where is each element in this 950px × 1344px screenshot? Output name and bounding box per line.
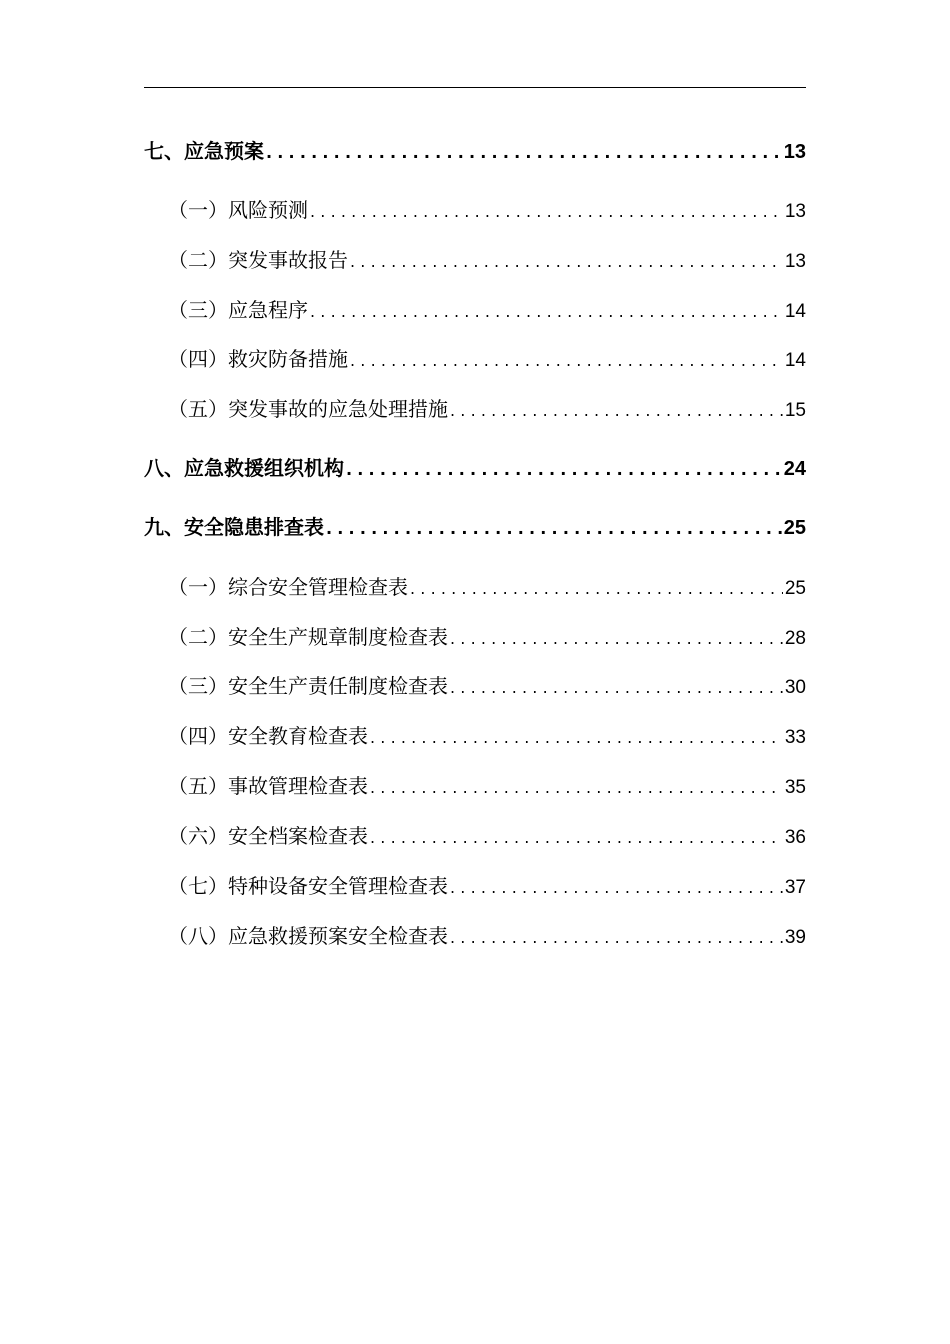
toc-dot-leader xyxy=(266,138,782,168)
toc-entry-title: （六）安全档案检查表 xyxy=(168,824,368,848)
toc-entry-9-8[interactable] xyxy=(168,921,806,951)
toc-entry-title: （三）应急程序 xyxy=(168,298,308,322)
toc-entry-title: （四）救灾防备措施 xyxy=(168,347,348,371)
toc-dot-leader xyxy=(350,247,783,277)
toc-entry-page: 13 xyxy=(783,141,806,163)
toc-entry-title: （五）事故管理检查表 xyxy=(168,774,368,798)
toc-entry-7-5[interactable] xyxy=(168,394,806,424)
toc-entry-page: 30 xyxy=(784,677,806,698)
toc-dot-leader xyxy=(346,455,782,485)
toc-entry-9-1[interactable] xyxy=(168,572,806,602)
toc-dot-leader xyxy=(370,773,783,803)
toc-entry-7-1[interactable] xyxy=(168,195,806,225)
toc-entry-7-2[interactable] xyxy=(168,245,806,275)
toc-dot-leader xyxy=(326,514,782,544)
toc-entry-page: 14 xyxy=(784,350,806,371)
toc-entry-title: （七）特种设备安全管理检查表 xyxy=(168,874,448,898)
toc-entry-title: （三）安全生产责任制度检查表 xyxy=(168,674,448,698)
toc-entry-page: 25 xyxy=(784,578,806,599)
toc-entry-9-3[interactable] xyxy=(168,671,806,701)
toc-entry-title: （五）突发事故的应急处理措施 xyxy=(168,397,448,421)
toc-dot-leader xyxy=(450,396,783,426)
toc-entry-title: （八）应急救援预案安全检查表 xyxy=(168,924,448,948)
toc-dot-leader xyxy=(370,823,783,853)
toc-entry-title: （四）安全教育检查表 xyxy=(168,724,368,748)
toc-dot-leader xyxy=(450,673,783,703)
toc-entry-7-4[interactable] xyxy=(168,344,806,374)
toc-dot-leader xyxy=(450,873,783,903)
toc-entry-page: 25 xyxy=(783,517,806,539)
toc-entry-page: 15 xyxy=(784,400,806,421)
toc-entry-title: 八、应急救援组织机构 xyxy=(144,456,344,480)
toc-entry-page: 14 xyxy=(784,301,806,322)
toc-entry-page: 36 xyxy=(784,827,806,848)
toc-dot-leader xyxy=(350,346,783,376)
toc-entry-title: （二）安全生产规章制度检查表 xyxy=(168,625,448,649)
toc-entry-title: （一）风险预测 xyxy=(168,198,308,222)
toc-entry-page: 13 xyxy=(784,201,806,222)
toc-entry-9-5[interactable] xyxy=(168,771,806,801)
toc-entry-page: 13 xyxy=(784,251,806,272)
toc-entry-page: 35 xyxy=(784,777,806,798)
toc-entry-title: 七、应急预案 xyxy=(144,139,264,163)
toc-entry-page: 28 xyxy=(784,628,806,649)
toc-entry-page: 37 xyxy=(784,877,806,898)
toc-dot-leader xyxy=(310,297,783,327)
toc-entry-title: （一）综合安全管理检查表 xyxy=(168,575,408,599)
toc-entry-page: 33 xyxy=(784,727,806,748)
toc-entry-7-3[interactable] xyxy=(168,295,806,325)
toc-entry-9-4[interactable] xyxy=(168,721,806,751)
toc-entry-9-2[interactable] xyxy=(168,622,806,652)
toc-entry-9-6[interactable] xyxy=(168,821,806,851)
toc-entry-section-9[interactable] xyxy=(144,512,806,542)
toc-entry-title: 九、安全隐患排查表 xyxy=(144,515,324,539)
toc-entry-9-7[interactable] xyxy=(168,871,806,901)
toc-dot-leader xyxy=(410,574,783,604)
toc-entry-section-7[interactable] xyxy=(144,136,806,166)
header-rule xyxy=(144,87,806,88)
toc-entry-page: 39 xyxy=(784,927,806,948)
toc-dot-leader xyxy=(450,923,783,953)
toc-entry-title: （二）突发事故报告 xyxy=(168,248,348,272)
toc-dot-leader xyxy=(450,624,783,654)
toc-entry-section-8[interactable] xyxy=(144,453,806,483)
toc-dot-leader xyxy=(370,723,783,753)
toc-entry-page: 24 xyxy=(783,458,806,480)
toc-dot-leader xyxy=(310,197,783,227)
